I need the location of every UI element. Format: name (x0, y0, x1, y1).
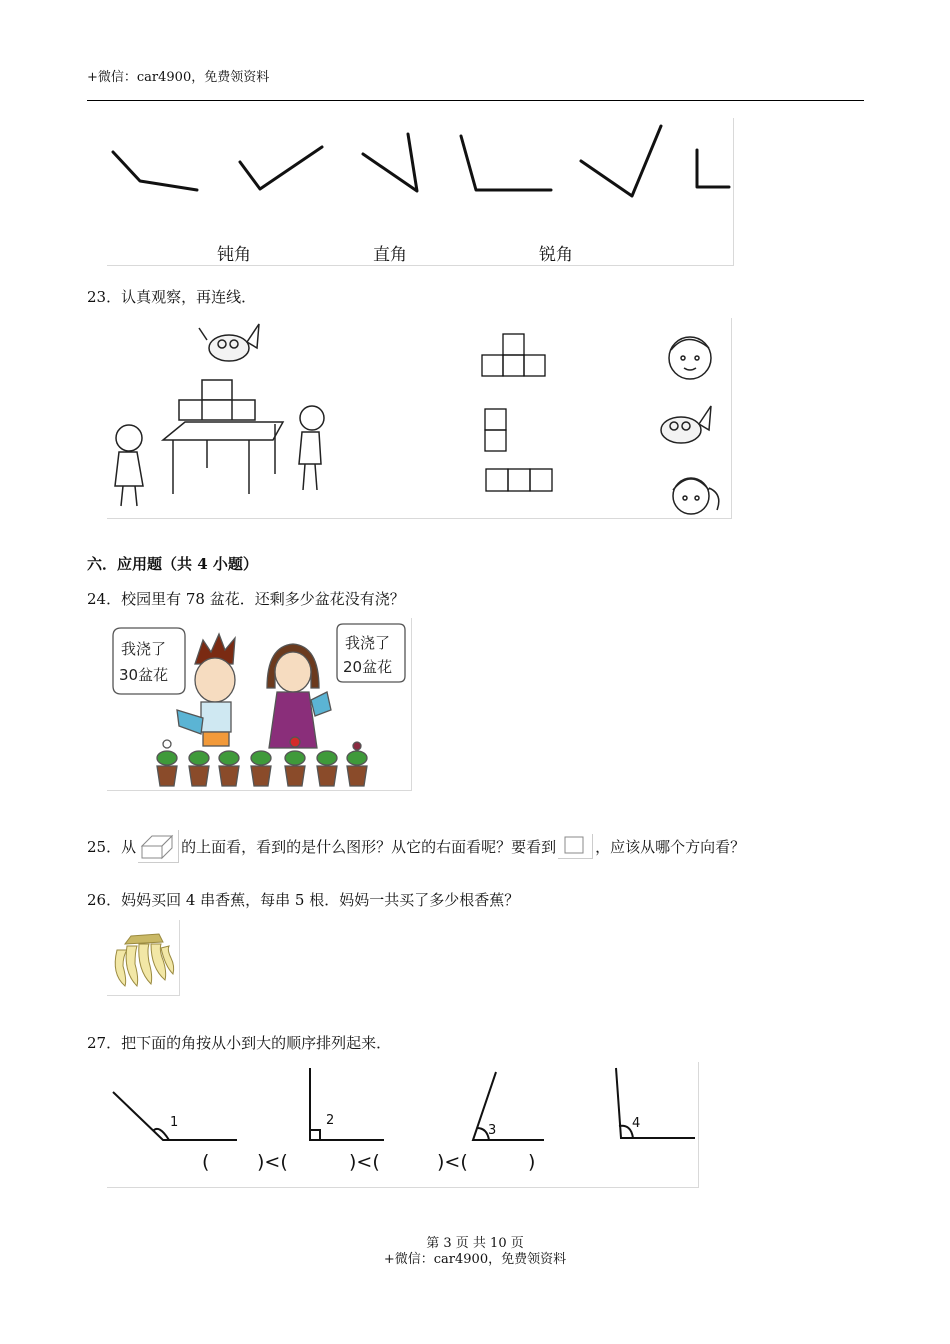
boy-right-icon (299, 406, 324, 490)
question-23: 23．认真观察，再连线． (87, 288, 257, 306)
question-24: 24．校园里有 78 盆花．还剩多少盆花没有浇？ (87, 590, 405, 608)
blank-open: ( (202, 1151, 210, 1173)
angle-classification-figure (107, 118, 734, 266)
blank-sep-3: )<( (437, 1151, 468, 1173)
label-acute: 锐角 (539, 245, 573, 265)
angle-shape (240, 147, 322, 189)
angle-label-3: 3 (488, 1123, 497, 1138)
angle-drawings (107, 118, 733, 265)
section-6-title: 六．应用题（共 4 小题） (87, 555, 258, 573)
girl-left-icon (115, 425, 143, 506)
bubble-left-line-1: 我浇了 (121, 640, 167, 658)
question-25 (87, 830, 745, 863)
bird-face-icon (661, 406, 711, 443)
angle-shape (461, 136, 551, 190)
angle-2-right-mark (310, 1130, 320, 1140)
angle-label-4: 4 (632, 1116, 641, 1131)
banana-figure (107, 920, 180, 996)
bubble-left-line-2: 30盆花 (119, 666, 169, 684)
boy-face-icon (669, 337, 711, 379)
girl-watering-icon (267, 644, 331, 748)
stacked-boxes (179, 380, 255, 420)
banana-icon (107, 920, 179, 995)
blank-sep-2: )<( (349, 1151, 380, 1173)
page-footer-contact: +微信：car4900，免费领资料 (383, 1252, 567, 1267)
angle-2-lines (310, 1068, 384, 1140)
question-26: 26．妈妈买回 4 串香蕉，每串 5 根．妈妈一共买了多少根香蕉？ (87, 891, 520, 909)
angle-shape (363, 134, 417, 191)
angle-shape (113, 152, 197, 190)
boy-watering-icon (177, 634, 235, 746)
table (163, 422, 283, 494)
angle-label-1: 1 (170, 1115, 179, 1130)
header-rule (87, 100, 864, 101)
bird-top-icon (199, 324, 259, 361)
page-header: +微信：car4900，免费领资料 (87, 70, 270, 85)
blank-sep-1: )<( (257, 1151, 288, 1173)
cuboid-icon (138, 830, 178, 862)
front-view-shape (482, 334, 545, 376)
angle-label-2: 2 (326, 1113, 335, 1128)
observation-figure (107, 318, 732, 519)
girl-face-icon (673, 478, 719, 514)
square-view-image (558, 834, 593, 859)
plants (157, 751, 367, 765)
question-27: 27．把下面的角按从小到大的顺序排列起来． (87, 1034, 392, 1052)
cuboid-image (138, 830, 179, 863)
side-view-shape (485, 409, 506, 451)
square-icon (558, 834, 592, 858)
watering-flowers-figure (107, 618, 412, 791)
page-number: 第 3 页 共 10 页 (426, 1236, 524, 1251)
top-view-shape (486, 469, 552, 491)
bubble-right-line-2: 20盆花 (343, 658, 393, 676)
observation-drawing (107, 318, 731, 518)
bubble-right-line-1: 我浇了 (345, 634, 391, 652)
question-25-suffix: ，应该从哪个方向看？ (595, 838, 746, 856)
question-25-prefix: 25．从 (87, 838, 137, 856)
label-obtuse: 钝角 (217, 245, 251, 265)
blank-close: ) (528, 1151, 536, 1173)
angle-shape (697, 150, 729, 187)
angle-ordering-drawing (107, 1062, 698, 1187)
watering-drawing (107, 618, 411, 790)
label-right: 直角 (373, 245, 407, 265)
angle-shape (581, 126, 661, 196)
question-25-middle: 的上面看，看到的是什么图形？从它的右面看呢？要看到 (181, 838, 557, 856)
angle-ordering-figure (107, 1062, 699, 1188)
flower-pots (157, 766, 367, 786)
